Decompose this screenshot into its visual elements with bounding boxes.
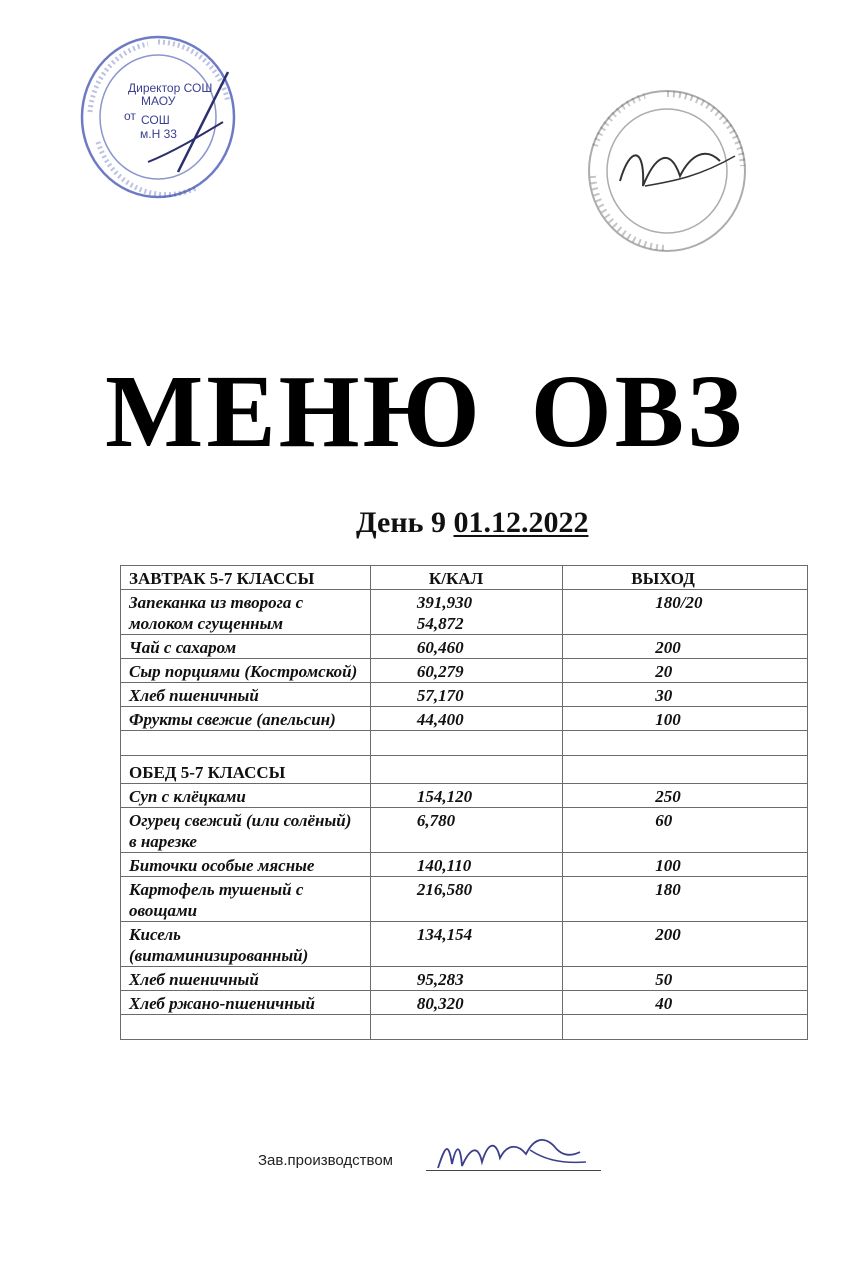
kcal-value: 391,930	[416, 593, 473, 612]
dish-name: Картофель тушеный с овощами	[121, 877, 371, 922]
title-word-ovz: ОВЗ	[530, 354, 745, 469]
output-value: 100	[563, 853, 808, 877]
seal-icon	[585, 86, 750, 256]
output-value: 30	[563, 683, 808, 707]
day-heading	[356, 506, 588, 540]
dish-name: Хлеб ржано-пшеничный	[121, 991, 371, 1015]
dish-name: Сыр порциями (Костромской)	[121, 659, 371, 683]
table-row	[121, 707, 808, 731]
table-header-row	[121, 566, 808, 590]
stamp-sosh-text: СОШ	[141, 113, 170, 127]
stamp-number-text: м.Н 33	[140, 127, 177, 141]
kcal-cell	[370, 590, 562, 635]
table-row	[121, 853, 808, 877]
kcal-value: 154,120	[370, 784, 562, 808]
dish-name: Запеканка из творога с молоком сгущенным	[121, 590, 371, 635]
table-row	[121, 922, 808, 967]
kcal-value: 216,580	[370, 877, 562, 922]
kcal-value: 60,460	[370, 635, 562, 659]
output-value: 20	[563, 659, 808, 683]
table-row	[121, 877, 808, 922]
output-value: 200	[563, 922, 808, 967]
table-row	[121, 635, 808, 659]
page-title	[0, 352, 850, 472]
stamp-maou-text: МАОУ	[141, 94, 176, 108]
section-lunch-title: ОБЕД 5-7 КЛАССЫ	[121, 756, 371, 784]
dish-name: Хлеб пшеничный	[121, 683, 371, 707]
dish-name: Хлеб пшеничный	[121, 967, 371, 991]
table-row	[121, 784, 808, 808]
production-manager-label: Зав.производством	[258, 1152, 393, 1169]
dish-name: Кисель (витаминизированный)	[121, 922, 371, 967]
output-value: 60	[563, 808, 808, 853]
header-breakfast: ЗАВТРАК 5-7 КЛАССЫ	[121, 566, 371, 590]
table-row	[121, 991, 808, 1015]
section-row-lunch	[121, 756, 808, 784]
kcal-value: 6,780	[370, 808, 562, 853]
kcal-value-secondary: 54,872	[416, 614, 464, 633]
title-word-menu: МЕНЮ	[105, 354, 483, 469]
header-kcal: К/КАЛ	[370, 566, 562, 590]
output-value: 250	[563, 784, 808, 808]
kcal-value: 80,320	[370, 991, 562, 1015]
school-stamp-left	[78, 32, 238, 202]
header-output: ВЫХОД	[563, 566, 808, 590]
kcal-value: 140,110	[370, 853, 562, 877]
output-value: 40	[563, 991, 808, 1015]
day-label: День 9	[356, 506, 446, 539]
stamp-director-text: Директор СОШ	[128, 81, 213, 95]
output-value: 180	[563, 877, 808, 922]
dish-name: Чай с сахаром	[121, 635, 371, 659]
empty-row	[121, 1015, 808, 1040]
output-value: 180/20	[563, 590, 808, 635]
kcal-value: 60,279	[370, 659, 562, 683]
dish-name: Огурец свежий (или солёный) в нарезке	[121, 808, 371, 853]
dish-name: Фрукты свежие (апельсин)	[121, 707, 371, 731]
table-row	[121, 659, 808, 683]
signature-icon	[430, 1128, 590, 1178]
kcal-value: 44,400	[370, 707, 562, 731]
output-value: 200	[563, 635, 808, 659]
table-row	[121, 683, 808, 707]
table-row	[121, 808, 808, 853]
kcal-value: 134,154	[370, 922, 562, 967]
day-date: 01.12.2022	[453, 506, 589, 539]
table-row	[121, 967, 808, 991]
dish-name: Биточки особые мясные	[121, 853, 371, 877]
output-value: 100	[563, 707, 808, 731]
stamp-right	[585, 86, 750, 256]
stamp-ot-text: от	[124, 109, 136, 123]
menu-table	[120, 565, 808, 1040]
table-row	[121, 590, 808, 635]
empty-row	[121, 731, 808, 756]
output-value: 50	[563, 967, 808, 991]
dish-name: Суп с клёцками	[121, 784, 371, 808]
kcal-value: 57,170	[370, 683, 562, 707]
kcal-value: 95,283	[370, 967, 562, 991]
